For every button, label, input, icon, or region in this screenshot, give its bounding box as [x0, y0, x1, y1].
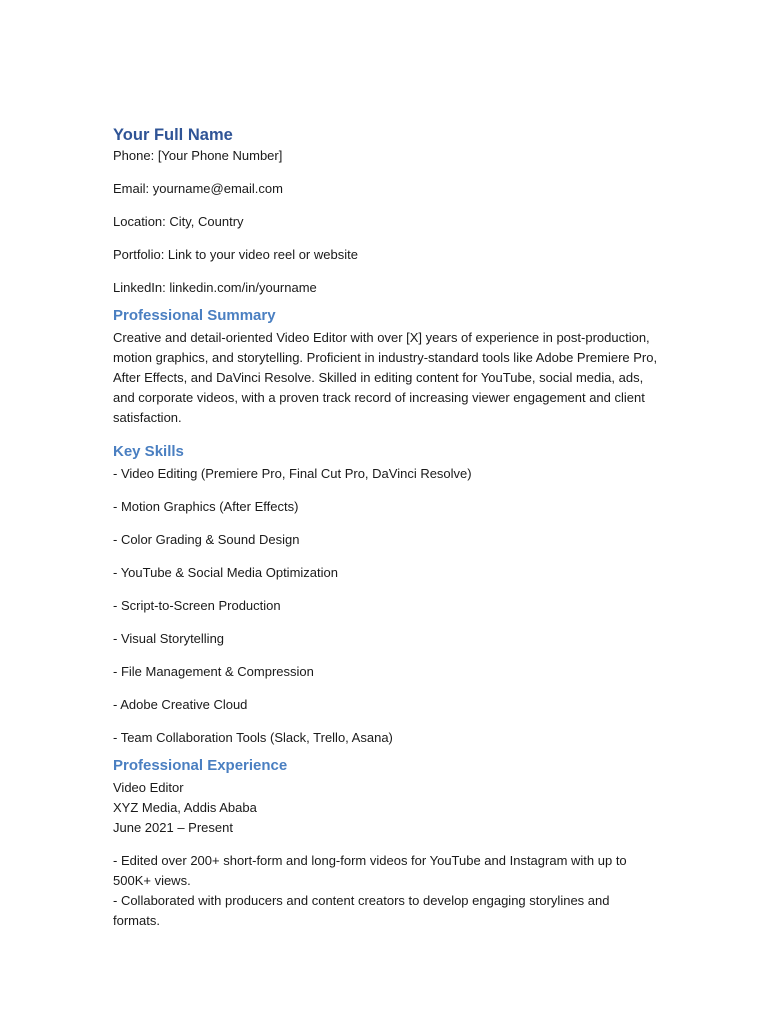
contact-portfolio: Portfolio: Link to your video reel or website: [113, 247, 358, 262]
skills-heading: Key Skills: [113, 443, 184, 460]
job-company: XYZ Media, Addis Ababa: [113, 800, 257, 815]
skill-item: - Adobe Creative Cloud: [113, 697, 248, 712]
contact-location: Location: City, Country: [113, 214, 244, 229]
skill-item: - Video Editing (Premiere Pro, Final Cut Pro, DaVinci Resolve): [113, 466, 472, 481]
contact-email: Email: yourname@email.com: [113, 181, 283, 196]
skill-item: - YouTube & Social Media Optimization: [113, 565, 338, 580]
contact-phone: Phone: [Your Phone Number]: [113, 148, 283, 163]
skill-item: - Script-to-Screen Production: [113, 598, 281, 613]
spacer: [113, 838, 658, 851]
skill-item: - Motion Graphics (After Effects): [113, 499, 299, 514]
skill-item: - File Management & Compression: [113, 664, 314, 679]
job-title: Video Editor: [113, 780, 184, 795]
skill-item: - Visual Storytelling: [113, 631, 225, 646]
contact-block: [113, 146, 658, 298]
skill-item: - Color Grading & Sound Design: [113, 532, 300, 547]
skills-list: [113, 464, 658, 748]
job-bullet: - Edited over 200+ short-form and long-form videos for YouTube and Instagram with up to 500K+ views.: [113, 853, 627, 888]
summary-text: Creative and detail-oriented Video Editor with over [X] years of experience in post-production, motion graphics, and storytelling. Proficient in industry-standard tools like Adobe Premiere Pro, After Effects, and DaVinci Resolve. Skilled in editing content for YouTube, social media, ads, and corporate videos, with a proven track record of increasing viewer engagement and client satisfaction.: [113, 330, 658, 425]
summary-heading: Professional Summary: [113, 307, 276, 324]
job-dates: June 2021 – Present: [113, 820, 233, 835]
full-name: Your Full Name: [113, 126, 233, 144]
experience-heading: Professional Experience: [113, 757, 288, 774]
job-entry: [113, 778, 658, 931]
job-bullet: - Collaborated with producers and content creators to develop engaging storylines and formats.: [113, 893, 610, 928]
skill-item: - Team Collaboration Tools (Slack, Trello, Asana): [113, 730, 393, 745]
resume-page: [113, 124, 658, 931]
contact-linkedin: LinkedIn: linkedin.com/in/yourname: [113, 280, 317, 295]
